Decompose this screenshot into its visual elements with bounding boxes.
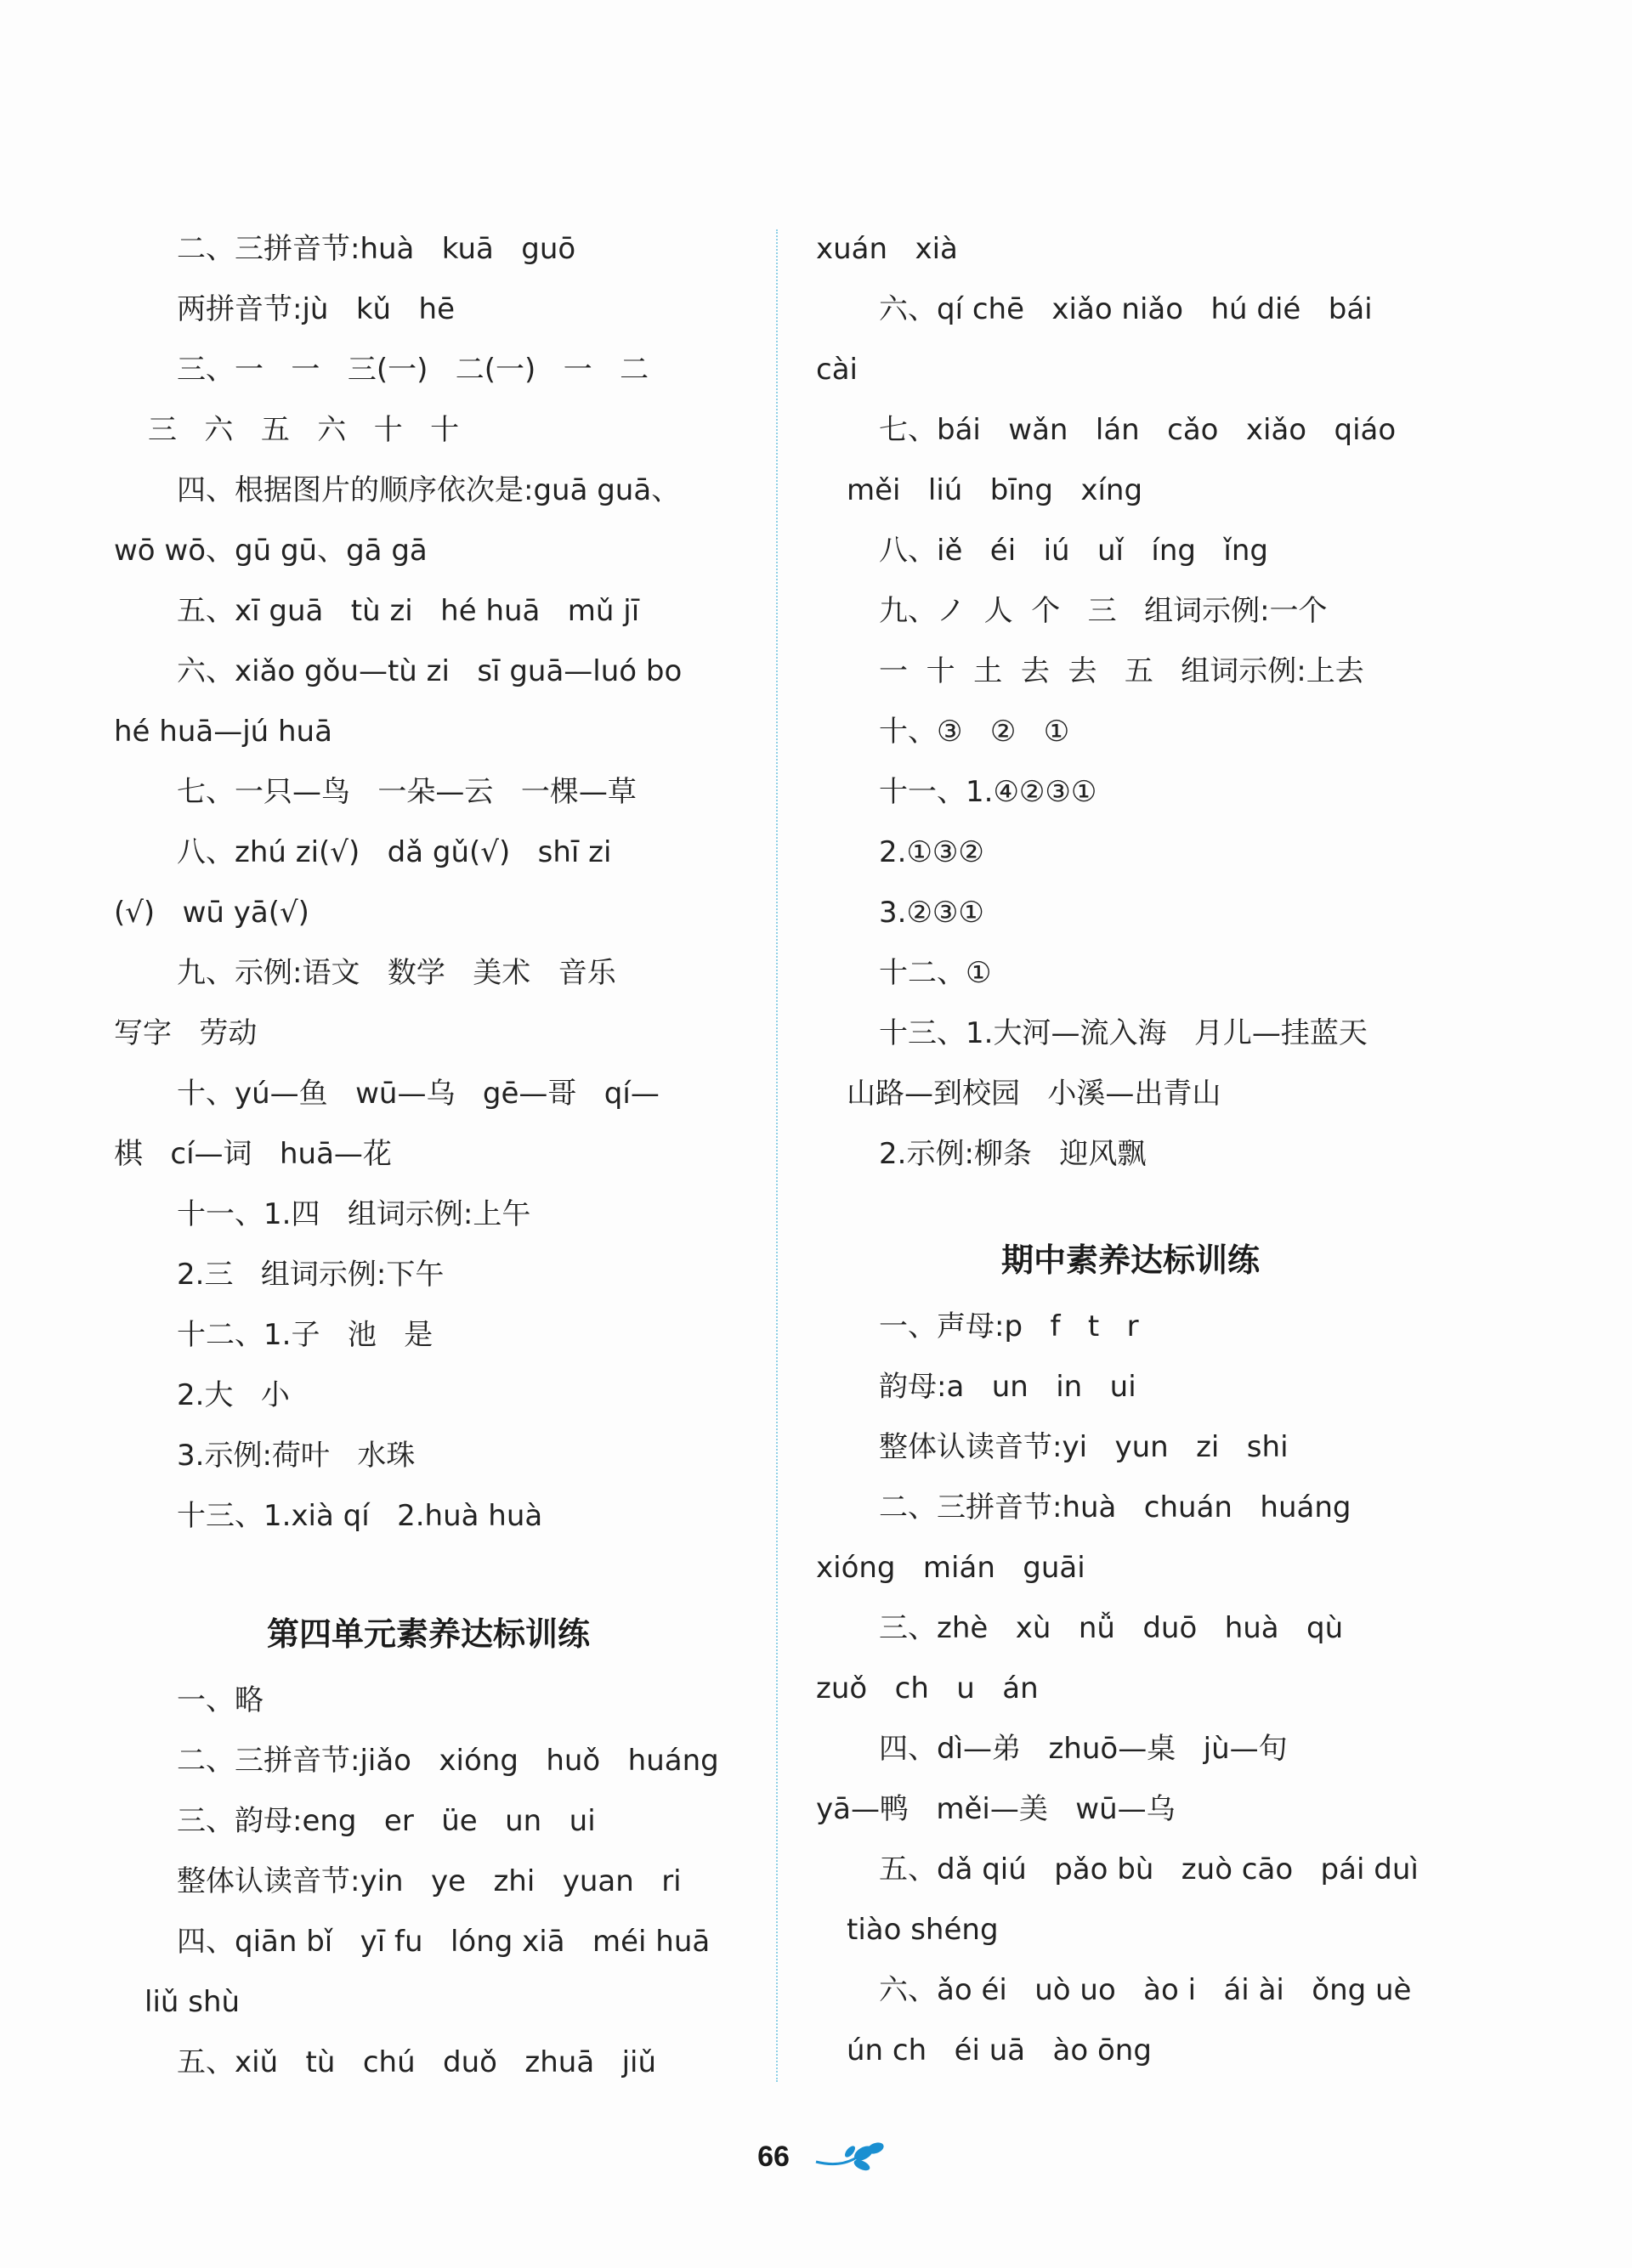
answer-line: 十二、1.子 池 是 [177, 1318, 434, 1352]
answer-line: 2.大 小 [177, 1378, 290, 1412]
answer-line: 写字 劳动 [114, 1016, 258, 1050]
answer-line: 三、韵母:eng er üe un ui [177, 1804, 596, 1838]
answer-line: 3.②③① [879, 896, 984, 930]
answer-line: 九、ノ 人 个 三 组词示例:一个 [879, 594, 1328, 628]
answer-line: zuǒ ch u án [816, 1671, 1039, 1705]
answer-line: 十一、1.四 组词示例:上午 [177, 1197, 531, 1231]
answer-line: xióng mián guāi [816, 1551, 1085, 1585]
answer-line: 二、三拼音节:jiǎo xióng huǒ huáng [177, 1744, 719, 1778]
right-answer-block-1 [816, 219, 1445, 1185]
answer-line: 六、xiǎo gǒu—tù zi sī guā—luó bo [177, 654, 683, 688]
answer-line: 两拼音节:jù kǔ hē [177, 292, 456, 326]
answer-line: (√) wū yā(√) [114, 896, 309, 930]
answer-line: 十三、1.大河—流入海 月儿—挂蓝天 [879, 1016, 1368, 1050]
left-answer-block-2 [114, 1671, 743, 2093]
answer-line: 十二、① [879, 956, 992, 990]
answer-line: 四、qiān bǐ yī fu lóng xiā méi huā [177, 1925, 711, 1959]
answer-line: 整体认读音节:yi yun zi shi [879, 1430, 1289, 1464]
answer-line: 2.示例:柳条 迎风飘 [879, 1137, 1147, 1171]
answer-line: 韵母:a un in ui [879, 1370, 1136, 1404]
answer-line: 棋 cí—词 huā—花 [114, 1137, 392, 1171]
answer-line: wō wō、gū gū、gā gā [114, 534, 428, 568]
answer-line: tiào shéng [847, 1913, 999, 1947]
answer-line: hé huā—jú huā [114, 715, 332, 749]
answer-line: 整体认读音节:yin ye zhi yuan ri [177, 1864, 682, 1898]
answer-line: liǔ shù [144, 1985, 241, 2019]
answer-line: 四、dì—弟 zhuō—桌 jù—句 [879, 1732, 1288, 1766]
answer-line: 一、略 [177, 1683, 264, 1717]
answer-line: 2.三 组词示例:下午 [177, 1258, 445, 1292]
answer-line: 五、dǎ qiú pǎo bù zuò cāo pái duì [879, 1852, 1419, 1886]
column-divider [776, 229, 778, 2082]
page-number: 66 [757, 2141, 790, 2173]
answer-line: 3.示例:荷叶 水珠 [177, 1439, 416, 1473]
answer-line: 十、③ ② ① [879, 715, 1070, 749]
left-column [114, 219, 743, 2093]
answer-line: 五、xiǔ tù chú duǒ zhuā jiǔ [177, 2045, 657, 2079]
answer-line: 2.①③② [879, 835, 984, 869]
answer-line: 七、一只—鸟 一朵—云 一棵—草 [177, 775, 637, 809]
left-answer-block-1 [114, 219, 743, 1547]
answer-line: 六、qí chē xiǎo niǎo hú dié bái [879, 292, 1373, 326]
answer-line: 六、ǎo éi uò uo ào i ái ài ǒng uè [879, 1973, 1412, 2007]
right-answer-block-2 [816, 1297, 1445, 2081]
answer-line: xuán xià [816, 232, 958, 266]
answer-line: 五、xī guā tù zi hé huā mǔ jī [177, 594, 640, 628]
unit4-heading: 第四单元素养达标训练 [266, 1615, 590, 1653]
answer-line: 七、bái wǎn lán cǎo xiǎo qiáo [879, 413, 1397, 447]
answer-line: 一、声母:p f t r [879, 1309, 1139, 1343]
answer-line: 一 十 土 去 去 五 组词示例:上去 [879, 654, 1364, 688]
answer-line: 九、示例:语文 数学 美术 音乐 [177, 956, 616, 990]
midterm-heading: 期中素养达标训练 [1000, 1241, 1260, 1279]
answer-line: měi liú bīng xíng [847, 473, 1143, 507]
answer-line: ún ch éi uā ào ōng [847, 2033, 1152, 2067]
page-footer [0, 2133, 1632, 2184]
answer-line: 八、iě éi iú uǐ íng ǐng [879, 534, 1268, 568]
answer-line: cài [816, 353, 858, 387]
answer-line: 八、zhú zi(√) dǎ gǔ(√) shī zi [177, 835, 612, 869]
right-column [816, 219, 1445, 2081]
answer-line: 十、yú—鱼 wū—乌 gē—哥 qí— [177, 1077, 660, 1111]
answer-line: 山路—到校园 小溪—出青山 [847, 1077, 1221, 1111]
answer-line: 十三、1.xià qí 2.huà huà [177, 1499, 543, 1533]
answer-line: 十一、1.④②③① [879, 775, 1097, 809]
answer-line: 三、一 一 三(一) 二(一) 一 二 [177, 353, 649, 387]
answer-line: 三 六 五 六 十 十 [148, 413, 460, 447]
answer-line: 二、三拼音节:huà kuā guō [177, 232, 576, 266]
answer-line: 二、三拼音节:huà chuán huáng [879, 1490, 1352, 1524]
answer-line: yā—鸭 měi—美 wū—乌 [816, 1792, 1176, 1826]
answer-line: 三、zhè xù nǚ duō huà qù [879, 1611, 1344, 1645]
answer-line: 四、根据图片的顺序依次是:guā guā、 [177, 473, 681, 507]
leaf-icon [814, 2140, 887, 2177]
